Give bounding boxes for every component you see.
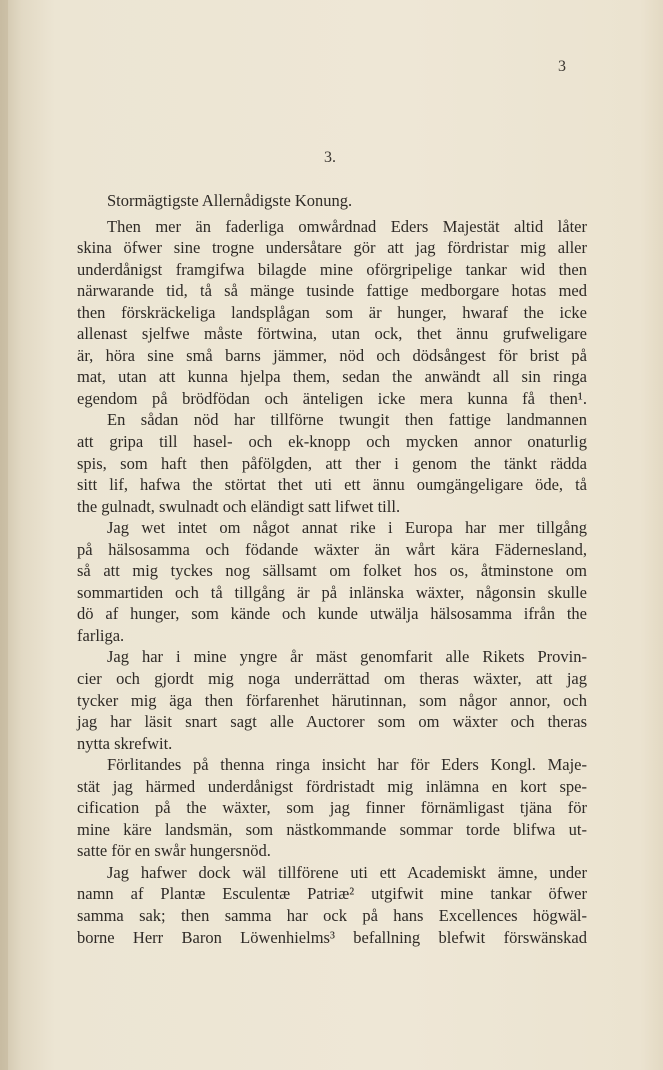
paragraph-line: samma sak; then samma har ock på hans Excellences högwäl- (77, 906, 587, 925)
paragraph-line: jag har läsit snart sagt alle Auctorer som om wäxter och theras (77, 712, 587, 732)
paragraph-line: stät jag härmed underdånigst fördristadt mig inlämna en kort spe- (77, 776, 587, 796)
paragraph-line: then förskräckeliga landsplågan som är hunger, hwaraf the icke (77, 302, 587, 322)
paragraph-5 (77, 754, 587, 862)
paragraph-line: Förlitandes på thenna ringa insicht har för Eders Kongl. Maje- (107, 755, 587, 775)
paragraph-1 (77, 216, 587, 410)
salutation: Stormägtigste Allernådigste Konung. (107, 191, 353, 210)
paragraph-line: dö af hunger, som kände och kunde utwälja hälsosamma ifrån the (77, 604, 587, 624)
paragraph-line: cier och gjordt mig noga underrättad om theras wäxter, att jag (77, 668, 587, 688)
paragraph-line: tycker mig äga then förfarenhet härutinnan, som någor annor, och (77, 690, 587, 710)
paragraph-line: att gripa till hasel- och ek-knopp och mycken annor onaturlig (77, 431, 587, 451)
page-fold-shadow (0, 0, 8, 1070)
paragraph-line: Then mer än faderliga omwårdnad Eders Majestät altid låter (107, 216, 587, 236)
paragraph-2 (77, 409, 587, 517)
paragraph-line: underdånigst framgifwa bilagde mine oförgripelige tankar wid then (77, 259, 587, 279)
paragraph-line: satte för en swår hungersnöd. (77, 841, 271, 861)
paragraph-line: En sådan nöd har tillförne twungit then fattige landmannen (107, 410, 587, 430)
paragraph-line: mine käre landsmän, som nästkommande sommar torde blifwa ut- (77, 819, 587, 839)
paragraph-line: borne Herr Baron Löwenhielms³ befallning blefwit förswänskad (77, 927, 587, 947)
page-number: 3 (558, 58, 566, 75)
paragraph-line: spis, som haft then påfölgden, att ther i genom the tänkt rädda (77, 453, 587, 473)
section-number: 3. (324, 149, 336, 166)
paragraph-line: på hälsosamma och födande wäxter än wårt kära Fädernesland, (77, 539, 587, 559)
paragraph-line: skina öfwer sine trogne undersåtare gör att jag fördristar mig aller (77, 238, 587, 258)
paragraph-line: the gulnadt, swulnadt och eländigt satt lifwet till. (77, 496, 401, 516)
paragraph-line: Jag hafwer dock wäl tillförene uti ett Academiskt ämne, under (107, 862, 587, 882)
letter-body (77, 190, 587, 948)
paragraph-line: sommartiden och tå tillgång är på inlänska wäxter, någonsin skulle (77, 582, 587, 602)
paragraph-line: mat, utan att kunna hjelpa them, sedan the anwändt all sin ringa (77, 367, 587, 387)
paragraph-line: namn af Plantæ Esculentæ Patriæ² utgifwit mine tankar öfwer (77, 884, 587, 904)
paragraph-3 (77, 517, 587, 646)
paragraph-line: allenast sjelfwe måste förtwina, utan ock, thet ännu grufweligare (77, 324, 587, 344)
paragraph-line: nytta skrefwit. (77, 733, 173, 753)
paragraph-line: sitt lif, hafwa the störtat thet uti ett ännu oumgängeligare öde, tå (77, 475, 587, 495)
paragraph-line: Jag wet intet om något annat rike i Europa har mer tillgång (107, 518, 587, 538)
paragraph-4 (77, 646, 587, 754)
paragraph-line: cification på the wäxter, som jag finner förnämligast tjäna för (77, 798, 587, 818)
paragraph-line: farliga. (77, 625, 125, 645)
paragraph-line: Jag har i mine yngre år mäst genomfarit alle Rikets Provin- (107, 647, 587, 667)
paragraph-line: närwarande tid, tå så mänge tusinde fattige medborgare hotas med (77, 281, 587, 301)
paragraph-line: så att mig tyckes nog sällsamt om folket hos os, åtminstone om (77, 561, 587, 581)
paragraph-6 (77, 862, 587, 948)
paragraph-line: egendom på brödfödan och änteligen icke mera kunna få then¹. (77, 388, 587, 408)
paragraph-line: är, höra sine små barns jämmer, nöd och dödsångest för brist på (77, 345, 587, 365)
